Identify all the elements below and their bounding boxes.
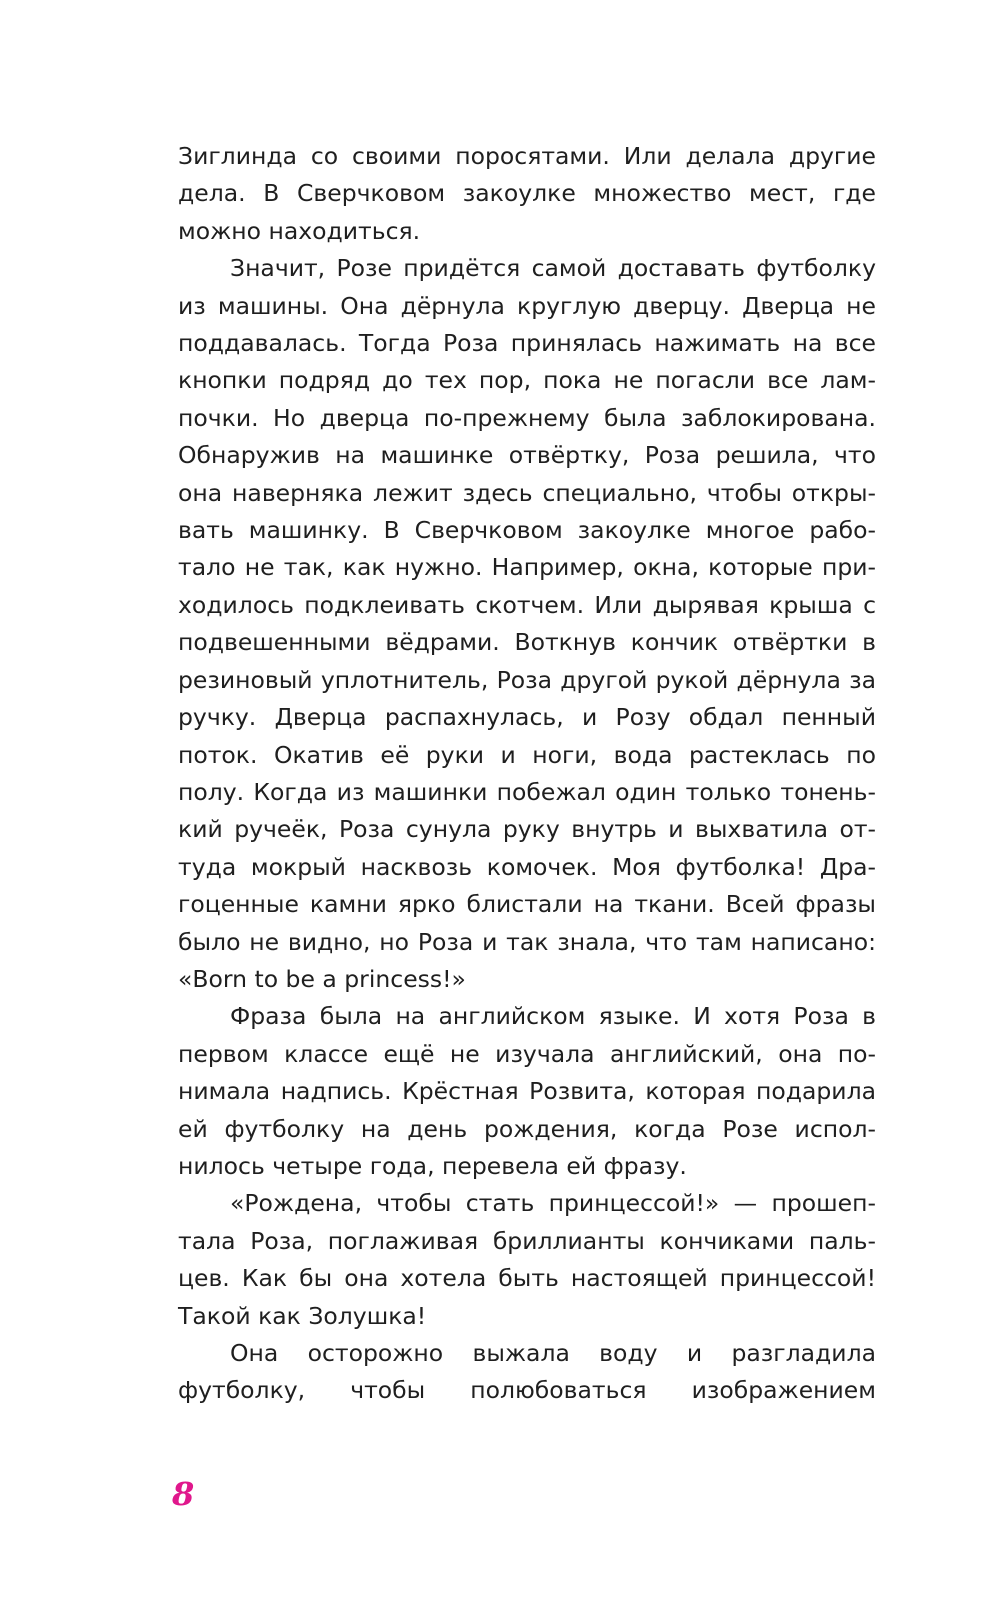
paragraph-2: Значит, Розе придётся самой доставать футболку из машины. Она дёрнула круглую дверцу. Дверца не поддавалась. Тогда Роза принялась нажимать на все кнопки подряд до тех пор, пока не погасли все лампочки. Но дверца по-прежнему была заблокирована. Обнаружив на машинке отвёртку, Роза решила, что она наверняка лежит здесь специально, чтобы открывать машинку. В Сверчковом закоулке многое работало не так, как нужно. Например, окна, которые приходилось подклеивать скотчем. Или дырявая крыша с подвешенными вёдрами. Воткнув кончик отвёртки в резиновый уплотнитель, Роза другой рукой дёрнула за ручку. Дверца распахнулась, и Розу обдал пенный поток. Окатив её руки и ноги, вода растеклась по полу. Когда из машинки побежал один только тоненький ручеёк, Роза сунула руку внутрь и выхватила оттуда мокрый насквозь комочек. Моя футболка! Драгоценные камни ярко блистали на ткани. Всей фразы было не видно, но Роза и так знала, что там написано: «Born to be a princess!» [178, 254, 876, 993]
paragraph-3: Фраза была на английском языке. И хотя Роза в первом классе ещё не изучала английский, она понимала надпись. Крёстная Розвита, которая подарила ей футболку на день рождения, когда Розе исполнилось четыре года, перевела ей фразу. [178, 1002, 876, 1180]
body-text [178, 138, 876, 1410]
paragraph-1: Зиглинда со своими поросятами. Или делала другие дела. В Сверчковом закоулке множество мест, где можно находиться. [178, 142, 876, 245]
paragraph-4: «Рождена, чтобы стать принцессой!» — прошептала Роза, поглаживая бриллианты кончиками пальцев. Как бы она хотела быть настоящей принцессой! Такой как Золушка! [178, 1189, 876, 1330]
paragraph-5: Она осторожно выжала воду и разгладила футболку, чтобы полюбоваться изображением [178, 1339, 876, 1405]
page-number: 8 [172, 1475, 195, 1513]
